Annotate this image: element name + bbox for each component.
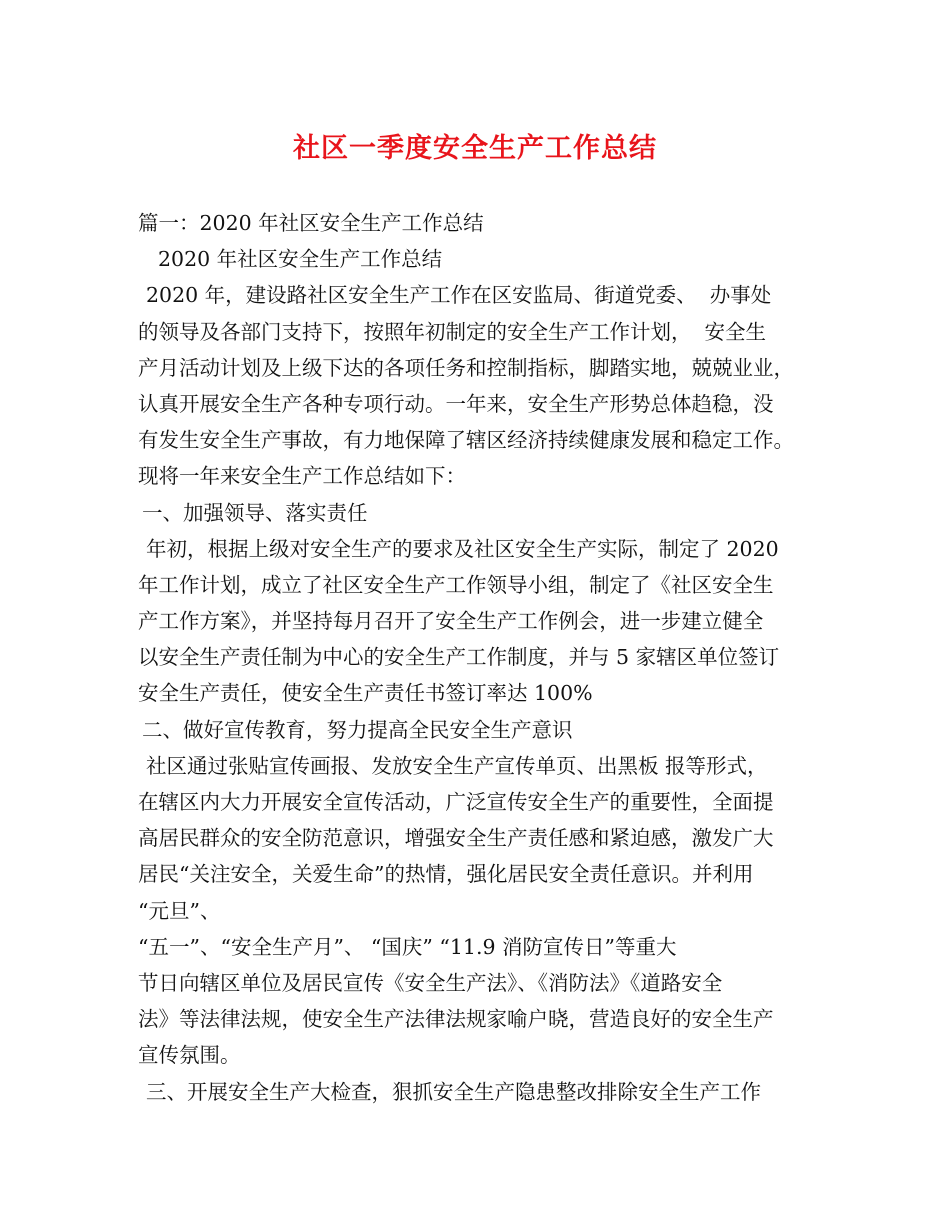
- text-line: 一、加强领导、落实责任: [142, 500, 368, 525]
- text-line: 安全生产责任，使安全生产责任书签订率达 100%: [138, 681, 593, 706]
- text-line: “元旦”、: [138, 898, 221, 923]
- text-line: 在辖区内大力开展安全宣传活动，广泛宣传安全生产的重要性，全面提: [138, 790, 774, 814]
- text-line: 高居民群众的安全防范意识，增强安全生产责任感和紧迫感，激发广大: [138, 826, 774, 851]
- text-line: 2020 年社区安全生产工作总结: [158, 247, 443, 272]
- text-line: 产月活动计划及上级下达的各项任务和控制指标，脚踏实地，兢兢业业，: [138, 355, 794, 380]
- document-title: 社区一季度安全生产工作总结: [293, 133, 657, 164]
- text-line: 现将一年来安全生产工作总结如下：: [138, 464, 466, 489]
- text-line: 三、开展安全生产大检查，狠抓安全生产隐患整改排除安全生产工作: [146, 1079, 761, 1104]
- text-line: 社区通过张贴宣传画报、发放安全生产宣传单页、出黑板 报等形式，: [146, 753, 768, 778]
- text-line: 年初，根据上级对安全生产的要求及社区安全生产实际，制定了 2020: [146, 536, 779, 561]
- text-line: 宣传氛围。: [138, 1043, 241, 1068]
- text-line: 的领导及各部门支持下，按照年初制定的安全生产工作计划， 安全生: [138, 319, 767, 344]
- text-line: 二、做好宣传教育，努力提高全民安全生产意识: [142, 717, 573, 742]
- document-body: [138, 205, 814, 1110]
- text-line: 法》等法律法规，使安全生产法律法规家喻户晓，营造良好的安全生产: [138, 1007, 774, 1032]
- text-line: 有发生安全生产事故，有力地保障了辖区经济持续健康发展和稳定工作。: [138, 428, 794, 453]
- text-line: 产工作方案》，并坚持每月召开了安全生产工作例会，进一步建立健全: [138, 609, 764, 634]
- text-line: “五一”、“安全生产月”、 “国庆” “11.9 消防宣传日”等重大: [138, 934, 677, 959]
- text-line: 年工作计划，成立了社区安全生产工作领导小组，制定了《社区安全生: [138, 572, 774, 597]
- text-line: 篇一：2020 年社区安全生产工作总结: [138, 211, 484, 235]
- text-line: 居民“关注安全，关爱生命”的热情，强化居民安全责任意识。并利用: [138, 862, 754, 887]
- text-line: 以安全生产责任制为中心的安全生产工作制度，并与 5 家辖区单位签订: [138, 645, 780, 670]
- text-line: 认真开展安全生产各种专项行动。一年来，安全生产形势总体趋稳，没: [138, 391, 774, 416]
- text-line: 节日向辖区单位及居民宣传《安全生产法》、《消防法》《道路安全: [138, 970, 723, 995]
- text-line: 2020 年，建设路社区安全生产工作在区安监局、街道党委、 办事处: [146, 283, 772, 308]
